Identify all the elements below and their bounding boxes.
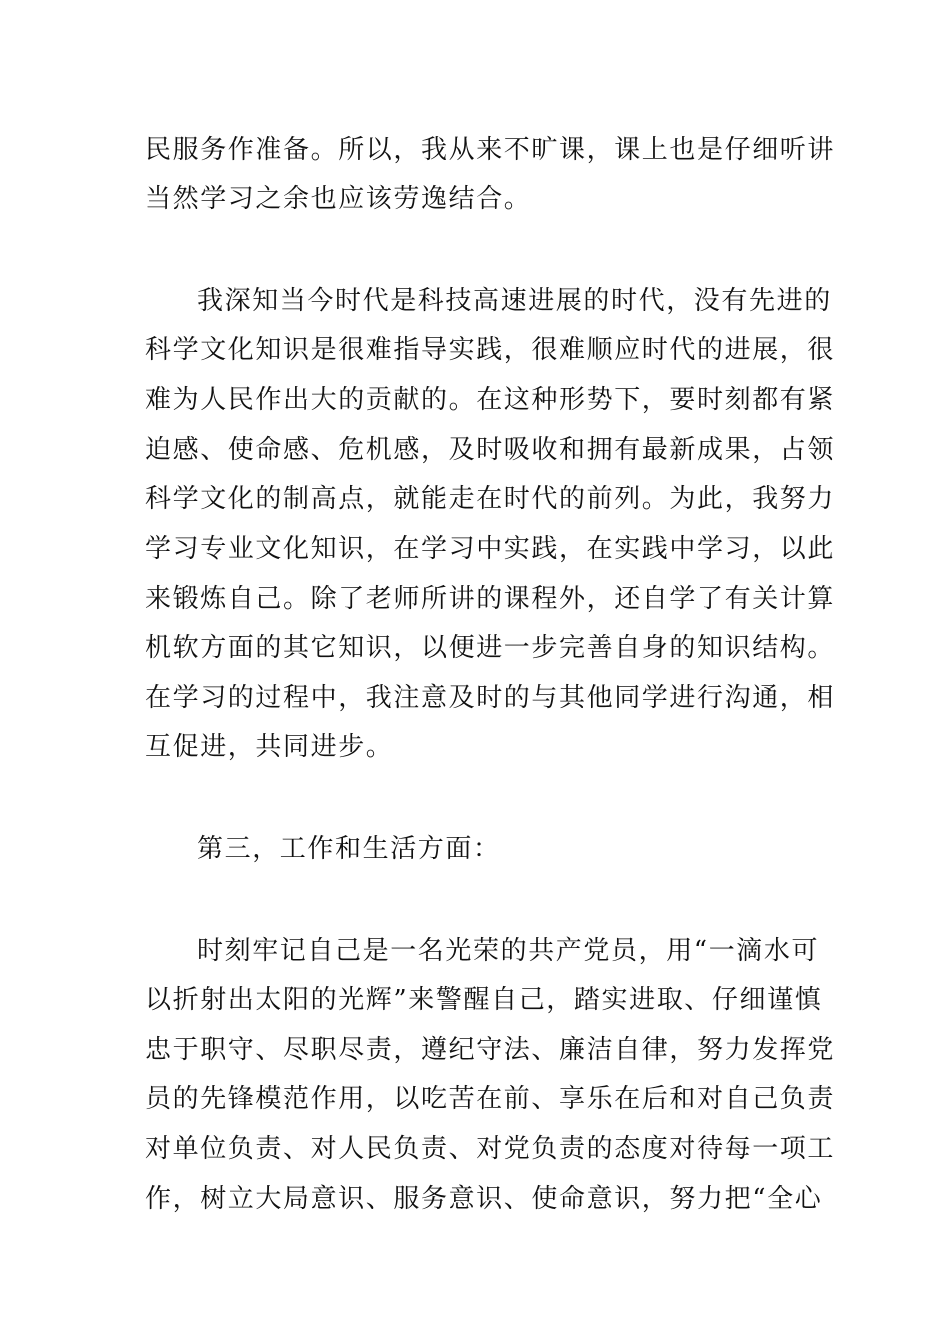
paragraph-2-line-2: 科学文化知识是很难指导实践，很难顺应时代的进展，很 [145, 335, 836, 365]
paragraph-4-line-6: 作，树立大局意识、服务意识、使命意识，努力把“全心 [145, 1184, 823, 1214]
paragraph-1-line-2: 当然学习之余也应该劳逸结合。 [145, 184, 532, 214]
paragraph-2-line-4: 迫感、使命感、危机感，及时吸收和拥有最新成果，占领 [145, 435, 836, 465]
paragraph-2-line-8: 机软方面的其它知识，以便进一步完善自身的知识结构。 [145, 633, 836, 663]
paragraph-2-line-10: 互促进，共同进步。 [145, 732, 394, 762]
paragraph-4-line-3: 忠于职守、尽职尽责，遵纪守法、廉洁自律，努力发挥党 [145, 1035, 836, 1065]
section-heading-work-life: 第三，工作和生活方面： [197, 834, 501, 864]
paragraph-2-line-6: 学习专业文化知识，在学习中实践，在实践中学习，以此 [145, 534, 836, 564]
paragraph-4-line-1: 时刻牢记自己是一名光荣的共产党员，用“一滴水可 [197, 936, 820, 966]
paragraph-2-line-3: 难为人民作出大的贡献的。在这种形势下，要时刻都有紧 [145, 385, 836, 415]
paragraph-2-line-7: 来锻炼自己。除了老师所讲的课程外，还自学了有关计算 [145, 584, 836, 614]
paragraph-4-line-4: 员的先锋模范作用，以吃苦在前、享乐在后和对自己负责 [145, 1084, 836, 1114]
paragraph-1-line-1: 民服务作准备。所以，我从来不旷课，课上也是仔细听讲 [145, 135, 836, 165]
paragraph-2-line-1: 我深知当今时代是科技高速进展的时代，没有先进的 [197, 286, 832, 316]
paragraph-2-line-9: 在学习的过程中，我注意及时的与其他同学进行沟通，相 [145, 683, 836, 713]
paragraph-4-line-2: 以折射出太阳的光辉”来警醒自己，踏实进取、仔细谨慎 [145, 985, 823, 1015]
paragraph-2-line-5: 科学文化的制高点，就能走在时代的前列。为此，我努力 [145, 484, 836, 514]
paragraph-4-line-5: 对单位负责、对人民负责、对党负责的态度对待每一项工 [145, 1134, 836, 1164]
